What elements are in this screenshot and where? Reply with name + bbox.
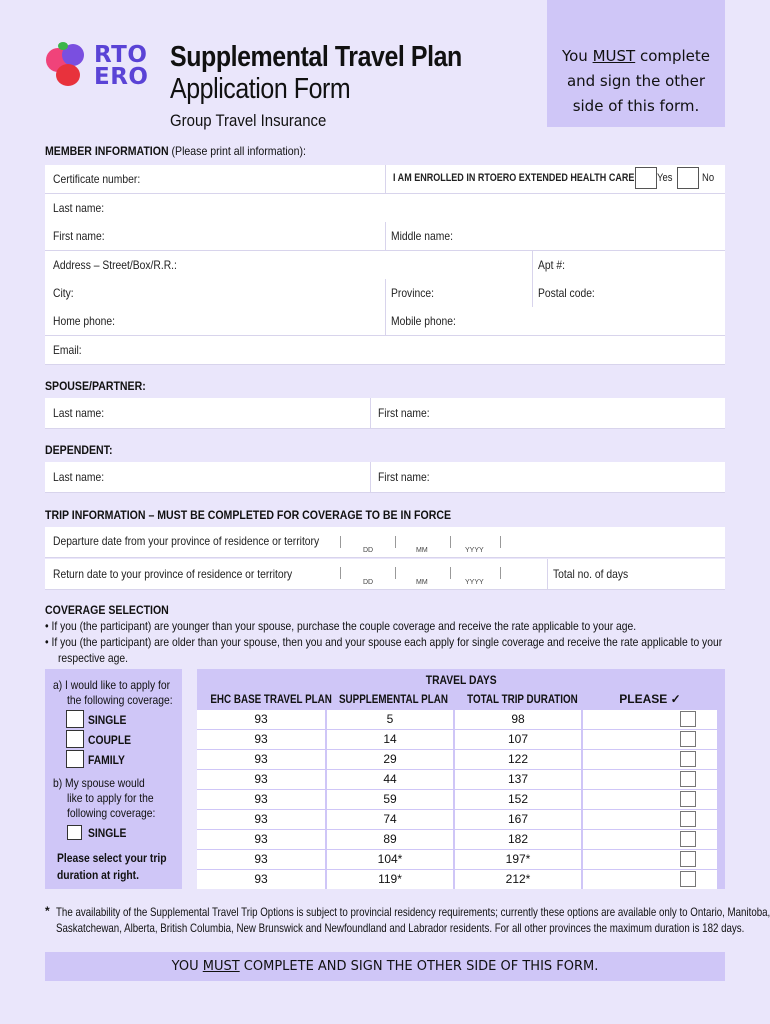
dependent-first-name-field[interactable]: First name: — [378, 470, 430, 484]
total-days-field[interactable]: Total no. of days — [553, 567, 629, 581]
no-label: No — [702, 172, 715, 184]
logo-text-ero: ERO — [94, 64, 149, 90]
please-check-cell — [583, 790, 717, 809]
must-notice-line2: and sign the other — [566, 72, 706, 90]
duration-checkbox[interactable] — [680, 771, 696, 787]
spouse-single-label: SINGLE — [88, 826, 127, 840]
member-first-name-field[interactable]: First name: — [53, 229, 105, 243]
ehc-days-cell: 93 — [197, 790, 325, 809]
please-check-cell — [583, 850, 717, 869]
please-check-cell — [583, 710, 717, 729]
departure-date-label: Departure date from your province of residence or territory — [53, 534, 320, 548]
family-label: FAMILY — [88, 753, 125, 767]
table-row — [197, 850, 717, 870]
duration-checkbox[interactable] — [680, 731, 696, 747]
option-b-line2: like to apply for the — [67, 791, 154, 805]
table-row — [197, 790, 717, 810]
table-row — [197, 830, 717, 850]
postal-code-field[interactable]: Postal code: — [538, 286, 595, 300]
table-row — [197, 750, 717, 770]
duration-checkbox[interactable] — [680, 831, 696, 847]
ehc-enrolled-label: I AM ENROLLED IN RTOERO EXTENDED HEALTH CARE — [393, 172, 635, 184]
please-check-cell — [583, 770, 717, 789]
departure-yyyy[interactable]: YYYY — [465, 547, 484, 554]
footnote-line1: The availability of the Supplemental Travel Trip Options is subject to provincial residency requirements; currently these options are available only to Ontario, Manitoba, — [56, 905, 770, 919]
total-days-cell: 182 — [455, 830, 581, 849]
return-date-label: Return date to your province of residence or territory — [53, 567, 293, 581]
apt-field[interactable]: Apt #: — [538, 258, 565, 272]
row-first-middle — [45, 222, 725, 251]
certificate-number-field[interactable]: Certificate number: — [53, 172, 141, 186]
please-check-cell — [583, 730, 717, 749]
page-title-secondary: Application Form — [170, 73, 351, 105]
total-days-cell: 107 — [455, 730, 581, 749]
ehc-days-cell: 93 — [197, 870, 325, 889]
couple-label: COUPLE — [88, 733, 132, 747]
supplemental-days-cell: 119* — [327, 870, 453, 889]
col-header-supplemental: SUPPLEMENTAL PLAN — [338, 692, 448, 706]
coverage-bullet-1: • If you (the participant) are younger than your spouse, purchase the couple coverage and receive the rate applicable to your age. — [45, 619, 637, 633]
duration-checkbox[interactable] — [680, 711, 696, 727]
col-header-ehc: EHC BASE TRAVEL PLAN — [210, 692, 332, 706]
option-a-line2: the following coverage: — [67, 693, 173, 707]
must-complete-notice — [547, 0, 725, 127]
duration-checkbox[interactable] — [680, 751, 696, 767]
row-city — [45, 279, 725, 308]
coverage-bullet-2: • If you (the participant) are older than your spouse, then you and your spouse each apply for single coverage and receive the rate applicable to your — [45, 635, 723, 649]
select-duration-note-2: duration at right. — [57, 868, 139, 882]
supplemental-days-cell: 14 — [327, 730, 453, 749]
row-return — [45, 559, 725, 590]
ehc-days-cell: 93 — [197, 770, 325, 789]
supplemental-days-cell: 74 — [327, 810, 453, 829]
province-field[interactable]: Province: — [391, 286, 435, 300]
home-phone-field[interactable]: Home phone: — [53, 314, 115, 328]
return-mm[interactable]: MM — [416, 579, 428, 586]
email-field[interactable]: Email: — [53, 343, 82, 357]
travel-days-header: TRAVEL DAYS — [425, 673, 497, 687]
ehc-days-cell: 93 — [197, 710, 325, 729]
city-field[interactable]: City: — [53, 286, 74, 300]
supplemental-days-cell: 44 — [327, 770, 453, 789]
trip-info-heading: TRIP INFORMATION – MUST BE COMPLETED FOR COVERAGE TO BE IN FORCE — [45, 508, 451, 522]
row-spouse — [45, 398, 725, 429]
total-days-cell: 98 — [455, 710, 581, 729]
travel-days-table — [197, 669, 725, 889]
duration-checkbox[interactable] — [680, 851, 696, 867]
address-field[interactable]: Address – Street/Box/R.R.: — [53, 258, 177, 272]
ehc-days-cell: 93 — [197, 750, 325, 769]
departure-dd[interactable]: DD — [363, 547, 374, 554]
dependent-heading: DEPENDENT: — [45, 443, 113, 457]
family-checkbox[interactable] — [66, 750, 84, 768]
total-days-cell: 137 — [455, 770, 581, 789]
row-certificate — [45, 165, 725, 194]
total-days-cell: 212* — [455, 870, 581, 889]
select-duration-note-1: Please select your trip — [57, 851, 167, 865]
no-checkbox[interactable] — [677, 167, 699, 189]
please-check-cell — [583, 750, 717, 769]
must-notice-line1: You MUST complete — [561, 47, 711, 65]
coverage-heading: COVERAGE SELECTION — [45, 603, 169, 617]
couple-checkbox[interactable] — [66, 730, 84, 748]
table-row — [197, 730, 717, 750]
row-email — [45, 336, 725, 365]
option-b-line1: b) My spouse would — [53, 776, 145, 790]
supplemental-days-cell: 29 — [327, 750, 453, 769]
row-address — [45, 251, 725, 280]
duration-checkbox[interactable] — [680, 791, 696, 807]
spouse-heading: SPOUSE/PARTNER: — [45, 379, 146, 393]
col-header-total: TOTAL TRIP DURATION — [467, 692, 578, 706]
table-row — [197, 810, 717, 830]
ehc-days-cell: 93 — [197, 830, 325, 849]
table-row — [197, 710, 717, 730]
single-checkbox[interactable] — [66, 710, 84, 728]
footnote-star: * — [45, 904, 50, 918]
logo-text-rto: RTO — [94, 42, 148, 68]
footnote-line2: Saskatchewan, Alberta, British Columbia, New Brunswick and Newfoundland and Labrador residents. For all other provinces the maximum duration is 182 days. — [56, 921, 745, 935]
single-label: SINGLE — [88, 713, 127, 727]
spouse-last-name-field[interactable]: Last name: — [53, 406, 105, 420]
return-yyyy[interactable]: YYYY — [465, 579, 484, 586]
row-dependent — [45, 462, 725, 493]
duration-checkbox[interactable] — [680, 871, 696, 887]
page-title: Supplemental Travel Plan — [170, 41, 462, 73]
logo-petal-red — [56, 64, 80, 86]
yes-label: Yes — [657, 172, 673, 184]
page-subtitle: Group Travel Insurance — [170, 111, 327, 130]
spouse-first-name-field[interactable]: First name: — [378, 406, 430, 420]
table-row — [197, 770, 717, 790]
row-departure — [45, 527, 725, 558]
supplemental-days-cell: 5 — [327, 710, 453, 729]
logo — [44, 42, 154, 92]
ehc-days-cell: 93 — [197, 810, 325, 829]
total-days-cell: 167 — [455, 810, 581, 829]
total-days-cell: 197* — [455, 850, 581, 869]
member-last-name-field[interactable]: Last name: — [53, 201, 105, 215]
total-days-cell: 152 — [455, 790, 581, 809]
total-days-cell: 122 — [455, 750, 581, 769]
supplemental-days-cell: 104* — [327, 850, 453, 869]
option-a-line1: a) I would like to apply for — [53, 678, 171, 692]
footer-notice: YOU MUST COMPLETE AND SIGN THE OTHER SIDE OF THIS FORM. — [45, 952, 725, 981]
row-last-name — [45, 194, 725, 223]
row-phones — [45, 307, 725, 336]
please-check-cell — [583, 830, 717, 849]
ehc-days-cell: 93 — [197, 850, 325, 869]
departure-mm[interactable]: MM — [416, 547, 428, 554]
travel-days-rows — [197, 710, 725, 890]
member-info-heading: MEMBER INFORMATION (Please print all information): — [45, 144, 306, 158]
dependent-last-name-field[interactable]: Last name: — [53, 470, 105, 484]
logo-petal-green — [58, 42, 68, 50]
table-row — [197, 870, 717, 890]
spouse-single-checkbox[interactable] — [67, 825, 82, 840]
coverage-options-panel — [45, 669, 182, 889]
return-dd[interactable]: DD — [363, 579, 374, 586]
please-check-cell — [583, 870, 717, 889]
must-notice-line3: side of this form. — [572, 97, 700, 115]
mobile-phone-field[interactable]: Mobile phone: — [391, 314, 456, 328]
supplemental-days-cell: 59 — [327, 790, 453, 809]
yes-checkbox[interactable] — [635, 167, 657, 189]
col-header-please-check: PLEASE ✓ — [619, 692, 681, 706]
please-check-cell — [583, 810, 717, 829]
duration-checkbox[interactable] — [680, 811, 696, 827]
ehc-days-cell: 93 — [197, 730, 325, 749]
coverage-bullet-2-cont: respective age. — [58, 651, 128, 665]
supplemental-days-cell: 89 — [327, 830, 453, 849]
option-b-line3: following coverage: — [67, 806, 156, 820]
member-middle-name-field[interactable]: Middle name: — [391, 229, 453, 243]
